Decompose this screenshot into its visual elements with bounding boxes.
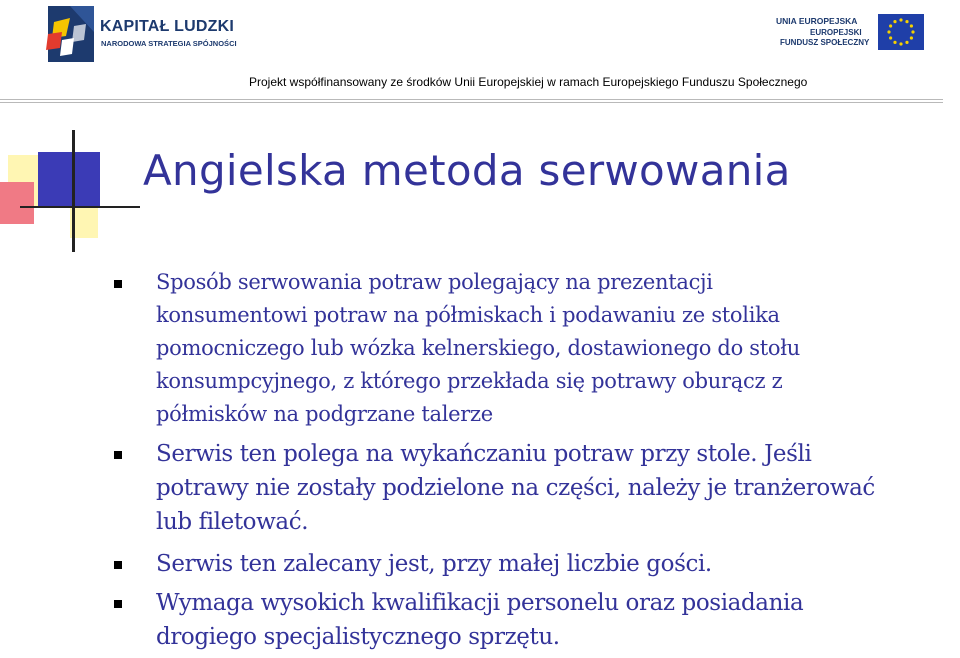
bullet-text-line: Wymaga wysokich kwalifikacji personelu oraz posiadania [156, 590, 804, 616]
bullet-list [112, 266, 932, 654]
project-funding-line: Projekt współfinansowany ze środków Unii Europejskiej w ramach Europejskiego Funduszu Społecznego [249, 75, 808, 89]
kapital-ludzki-name: KAPITAŁ LUDZKI [100, 18, 235, 35]
kapital-ludzki-subtitle: NARODOWA STRATEGIA SPÓJNOŚCI [101, 39, 237, 48]
bullet-text-line: Serwis ten polega na wykańczaniu potraw przy stole. Jeśli [156, 441, 812, 467]
eu-logo-line3: FUNDUSZ SPOŁECZNY [780, 38, 870, 47]
bullet-text-line: pomocniczego lub wózka kelnerskiego, dostawionego do stołu [156, 336, 800, 360]
bullet-text-line: konsumentowi potraw na półmiskach i podawaniu ze stolika [156, 303, 780, 327]
eu-logo-line1: UNIA EUROPEJSKA [776, 16, 858, 26]
bullet-item [112, 266, 932, 431]
title-decoration-graphic [0, 130, 140, 255]
bullet-square-icon [114, 280, 122, 288]
bullet-square-icon [114, 451, 122, 459]
slide-title: Angielska metoda serwowania [143, 146, 791, 195]
bullet-item [112, 437, 932, 539]
eu-flag-icon [878, 14, 924, 50]
bullet-text-line: lub filetować. [156, 509, 309, 535]
eu-logo-line2: EUROPEJSKI [810, 28, 862, 37]
header-divider [0, 99, 943, 100]
bullet-square-icon [114, 600, 122, 608]
bullet-text-line: potrawy nie zostały podzielone na części, należy je tranżerować [156, 475, 875, 501]
kapital-ludzki-emblem-icon [40, 4, 98, 64]
bullet-square-icon [114, 561, 122, 569]
bullet-item [112, 586, 932, 654]
kapital-ludzki-logo [40, 4, 250, 66]
bullet-text-line: Serwis ten zalecany jest, przy małej liczbie gości. [156, 551, 712, 577]
header-divider [0, 102, 943, 103]
bullet-text-line: drogiego specjalistycznego sprzętu. [156, 624, 560, 650]
bullet-text-line: półmisków na podgrzane talerze [156, 402, 493, 426]
bullet-item [112, 547, 932, 581]
bullet-text-line: konsumpcyjnego, z którego przekłada się potrawy oburącz z [156, 369, 783, 393]
bullet-text-line: Sposób serwowania potraw polegający na prezentacji [156, 270, 713, 294]
eu-logo [776, 14, 926, 56]
